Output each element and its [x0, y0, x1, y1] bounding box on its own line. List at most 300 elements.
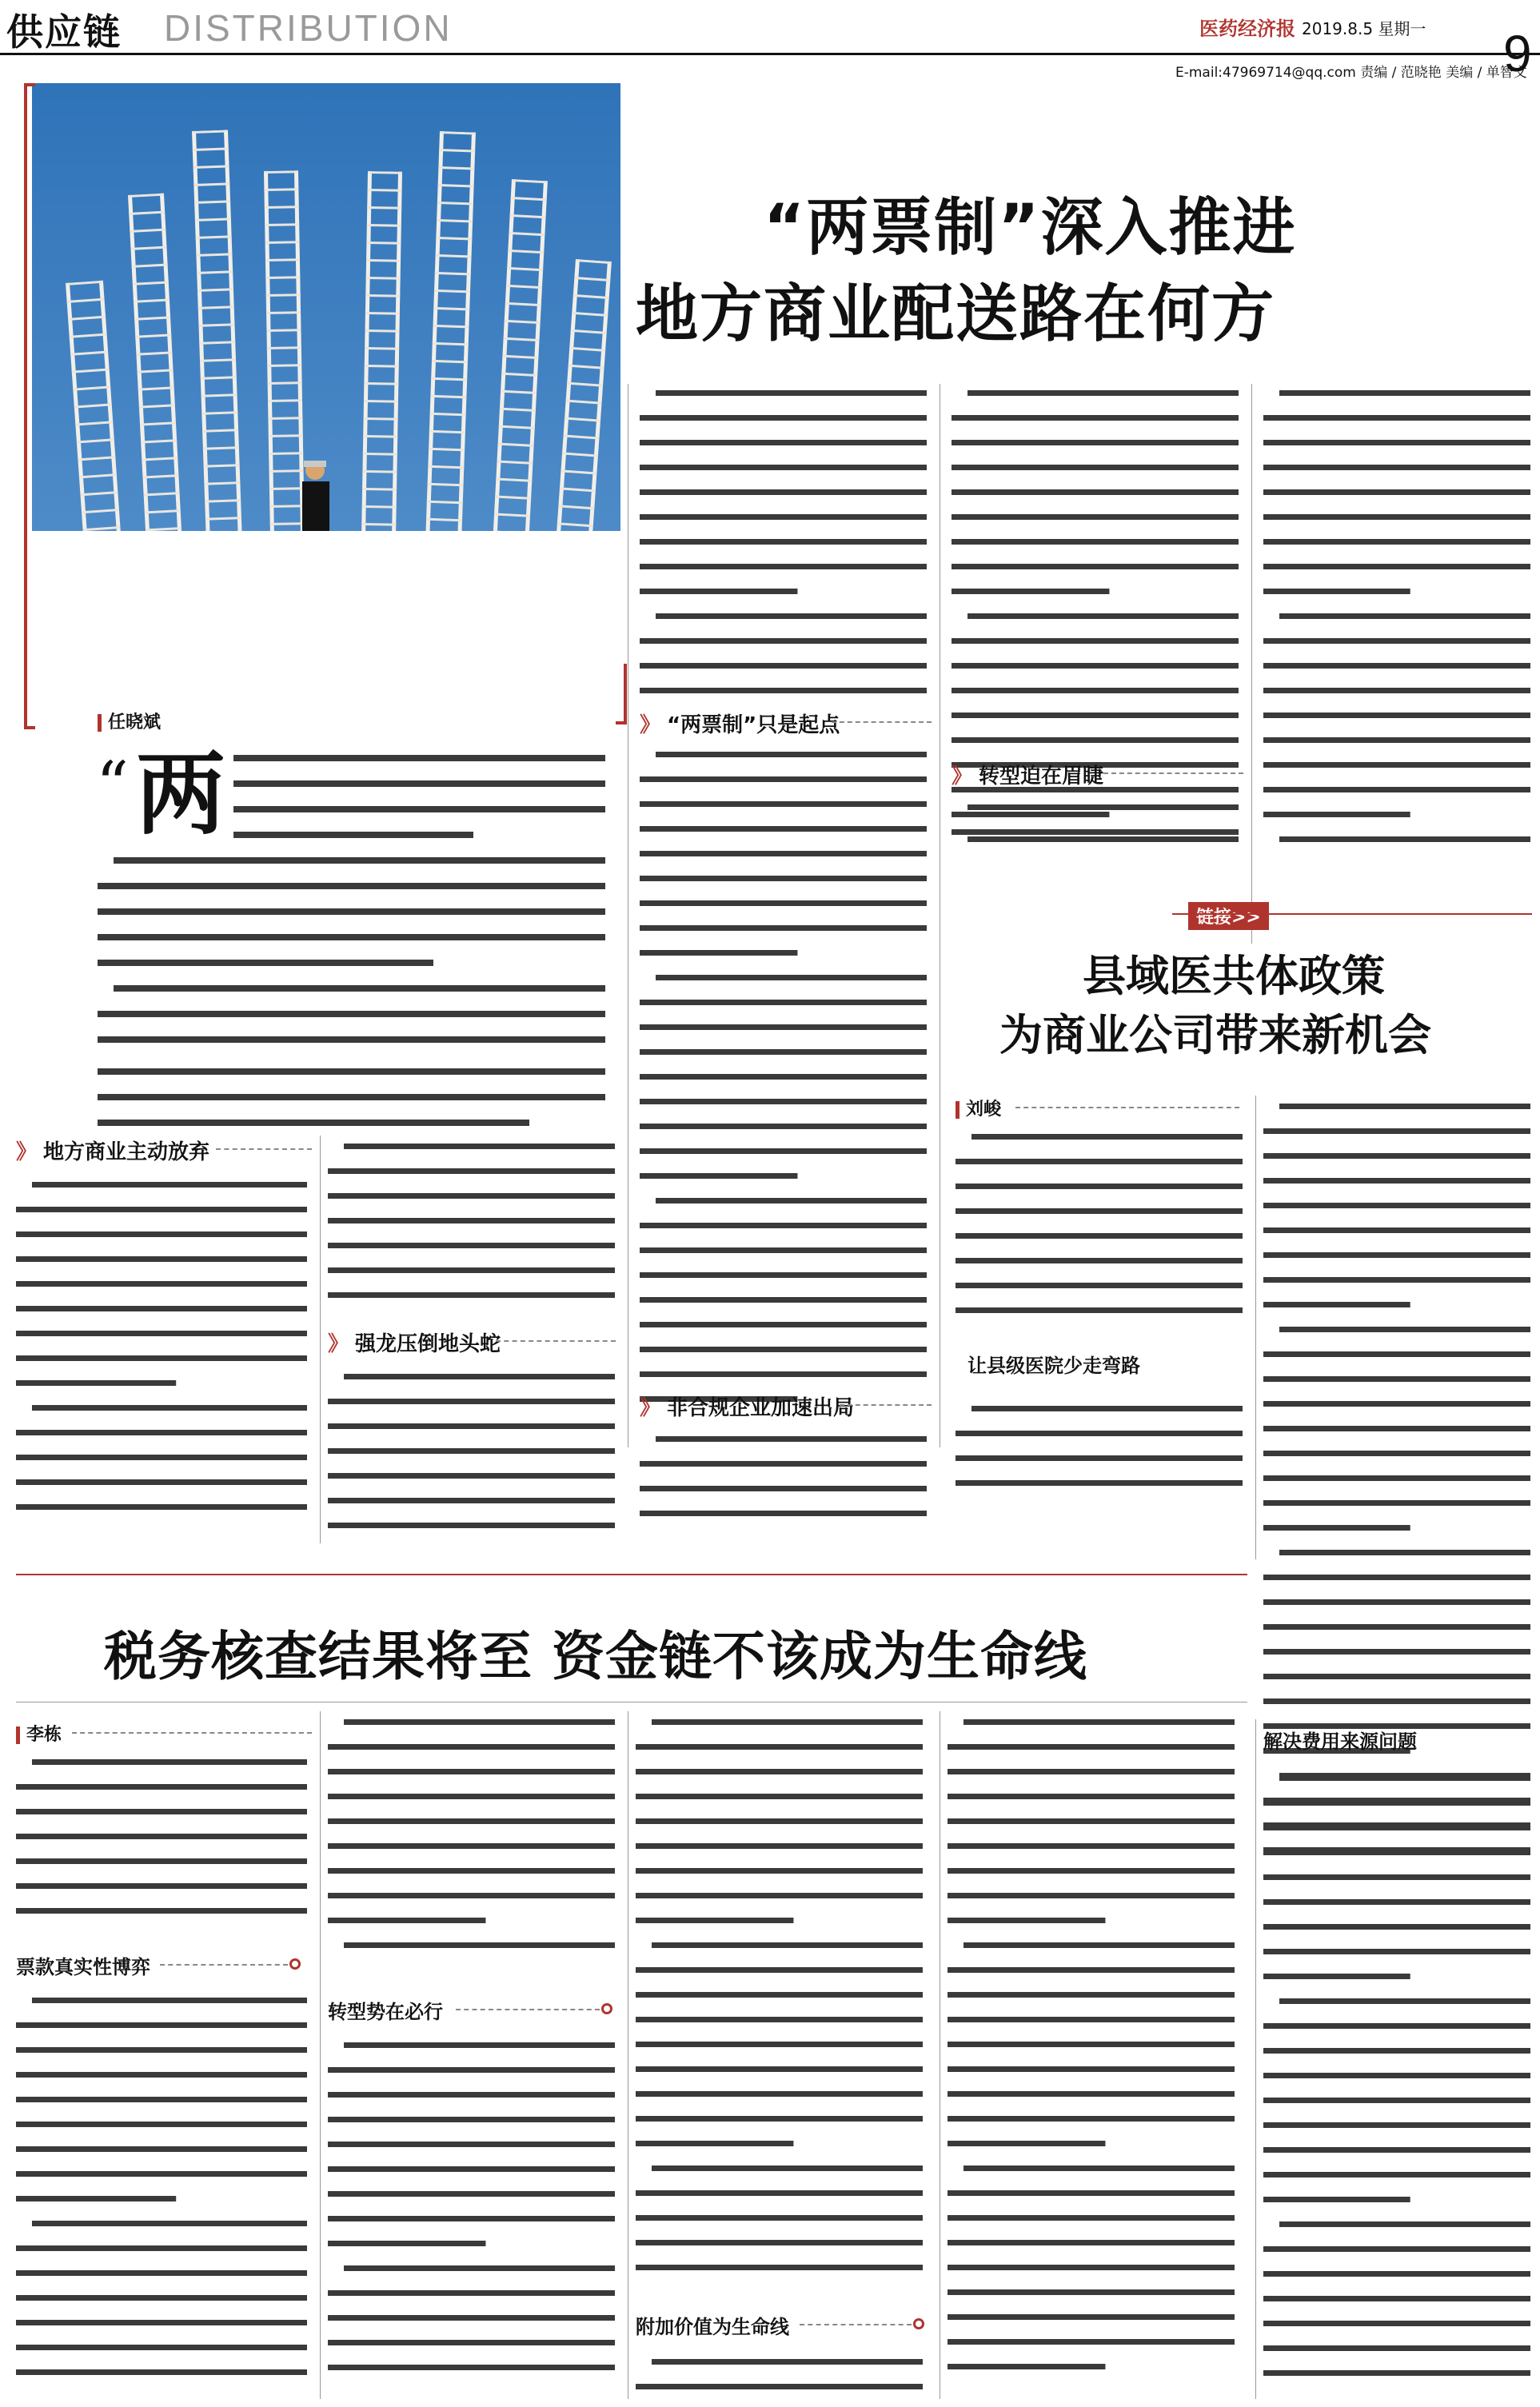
text-line: [1263, 1874, 1530, 1880]
text-line: [956, 1455, 1243, 1461]
article1-col-b-text: [328, 1136, 620, 1311]
text-line: [328, 1868, 615, 1874]
text-line: [1263, 1128, 1530, 1134]
text-line: [1263, 1277, 1530, 1283]
text-line: [640, 638, 927, 644]
article1-col2-text-lower: [640, 744, 932, 1415]
text-line: [328, 1168, 615, 1174]
article1-intro-text: [98, 744, 609, 1064]
text-line: [1263, 1227, 1530, 1233]
article2-col1-text: [956, 1126, 1247, 1334]
text-line: [16, 2369, 307, 2375]
text-line: [640, 801, 927, 807]
article2-subhead-1: 让县级医院少走弯路: [967, 1355, 1140, 1377]
text-line: [640, 950, 797, 956]
text-line: [640, 1486, 927, 1491]
text-line: [640, 465, 927, 470]
text-line: [952, 663, 1239, 669]
text-line: [344, 1374, 615, 1379]
text-line: [16, 1504, 307, 1510]
text-line: [640, 851, 927, 856]
text-line: [16, 1331, 307, 1336]
text-line: [1263, 589, 1410, 594]
text-line: [952, 489, 1239, 495]
text-line: [952, 415, 1239, 421]
text-line: [636, 2042, 923, 2047]
text-line: [640, 826, 927, 832]
text-line: [640, 1074, 927, 1080]
text-line: [1263, 762, 1530, 768]
text-line: [640, 514, 927, 520]
text-line: [328, 2241, 485, 2246]
text-line: [652, 1942, 923, 1948]
text-line: [952, 564, 1239, 569]
subhead-rule: [832, 721, 932, 723]
text-line: [636, 2141, 793, 2146]
text-line: [328, 1769, 615, 1774]
text-line: [956, 1307, 1243, 1313]
text-line: [16, 2345, 307, 2350]
text-line: [636, 2265, 923, 2270]
text-line: [967, 390, 1239, 396]
article2-title-line1: 县域医共体政策: [1083, 951, 1385, 1001]
author-bar: [98, 714, 102, 732]
article1-subhead-1: 》 地方商业主动放弃: [16, 1140, 210, 1164]
text-line: [956, 1159, 1243, 1164]
text-line: [640, 876, 927, 881]
text-line: [344, 1942, 615, 1948]
text-line: [328, 1744, 615, 1750]
text-line: [952, 539, 1239, 545]
column-rule: [320, 1136, 321, 1543]
text-line: [636, 1918, 793, 1923]
text-line: [640, 539, 927, 545]
text-line: [1263, 713, 1530, 718]
text-line: [1263, 1974, 1410, 1979]
text-line: [328, 1218, 615, 1223]
article1-col-b-text-lower: [328, 1366, 620, 1550]
article1-subhead-2: 》 强龙压倒地头蛇: [328, 1332, 501, 1356]
text-line: [948, 2364, 1105, 2369]
text-line: [1263, 1698, 1530, 1704]
text-line: [16, 1834, 307, 1839]
text-line: [963, 1719, 1235, 1725]
open-quote-mark: “: [96, 748, 129, 822]
subhead-rule: [800, 2324, 912, 2325]
text-line: [1263, 1825, 1530, 1830]
text-line: [32, 1759, 307, 1765]
text-line: [1263, 1376, 1530, 1382]
subhead-dot: [289, 1958, 301, 1970]
text-line: [16, 1281, 307, 1287]
article1-col3-text-lower: [952, 796, 1243, 860]
text-line: [640, 1461, 927, 1467]
text-line: [1263, 638, 1530, 644]
text-line: [948, 1992, 1235, 1998]
text-line: [16, 1207, 307, 1212]
text-line: [328, 2216, 615, 2221]
article2-author-name: 刘峻: [966, 1100, 1002, 1120]
text-line: [636, 1769, 923, 1774]
subhead-rule: [160, 1964, 288, 1966]
text-line: [948, 1893, 1235, 1898]
text-line: [948, 2091, 1235, 2097]
article3-col4-text: [948, 1711, 1239, 2399]
text-line: [1279, 1104, 1530, 1109]
text-line: [328, 1243, 615, 1248]
text-line: [952, 440, 1239, 445]
text-line: [328, 1523, 615, 1528]
text-line: [636, 2240, 923, 2245]
text-line: [328, 1267, 615, 1273]
article3-col2-text: [328, 1711, 620, 1975]
text-line: [328, 1193, 615, 1199]
text-line: [328, 1843, 615, 1849]
column-rule: [1255, 1096, 1256, 1559]
text-line: [1279, 1775, 1530, 1781]
text-line: [640, 925, 927, 931]
link-tag: 链接>>: [1188, 902, 1269, 930]
text-line: [1263, 1924, 1530, 1930]
text-line: [636, 1992, 923, 1998]
text-line: [640, 1297, 927, 1303]
text-line: [640, 440, 927, 445]
text-line: [640, 663, 927, 669]
subhead-rule: [216, 1148, 312, 1150]
text-line: [1263, 1475, 1530, 1481]
article2-col1-text-lower: [956, 1398, 1247, 1518]
text-line: [1263, 564, 1530, 569]
text-line: [1263, 539, 1530, 545]
article3-col3-text: [636, 1711, 928, 2303]
text-line: [16, 1809, 307, 1814]
text-line: [328, 2117, 615, 2122]
text-line: [1263, 465, 1530, 470]
text-line: [1279, 390, 1530, 396]
column-rule: [1251, 384, 1252, 944]
text-line: [952, 638, 1239, 644]
text-line: [328, 2340, 615, 2345]
text-line: [956, 1283, 1243, 1288]
article3-col2-text-lower: [328, 2034, 620, 2402]
text-line: [328, 1818, 615, 1824]
text-line: [328, 2365, 615, 2370]
text-line: [948, 2289, 1235, 2295]
text-line: [952, 589, 1109, 594]
text-line: [948, 1843, 1235, 1849]
text-line: [16, 2245, 307, 2251]
text-line: [328, 1498, 615, 1503]
text-line: [1263, 1800, 1530, 1806]
article1-drop-cap: 两: [136, 743, 225, 847]
text-line: [1263, 2023, 1530, 2029]
text-line: [1263, 415, 1530, 421]
text-line: [948, 1769, 1235, 1774]
text-line: [16, 1908, 307, 1914]
text-line: [636, 1843, 923, 1849]
text-line: [1263, 2246, 1530, 2252]
text-line: [16, 2072, 307, 2078]
text-line: [328, 1399, 615, 1404]
text-line: [948, 2116, 1235, 2122]
text-line: [952, 737, 1239, 743]
text-line: [640, 776, 927, 782]
text-line: [1263, 1178, 1530, 1184]
text-line: [948, 1918, 1105, 1923]
text-line: [636, 2116, 923, 2122]
text-line: [1263, 2345, 1530, 2351]
text-line: [328, 2142, 615, 2147]
text-line: [16, 1479, 307, 1485]
text-line: [1263, 1426, 1530, 1431]
column-rule: [1255, 1719, 1256, 2399]
text-line: [640, 1173, 797, 1179]
text-line: [344, 2042, 615, 2048]
text-line: [656, 390, 927, 396]
text-line: [636, 1818, 923, 1824]
editor-contact: E-mail:47969714@qq.com 责编 / 范晓艳 美编 / 单智文: [1175, 65, 1527, 81]
text-line: [1263, 1624, 1530, 1630]
author-bar: [956, 1101, 960, 1119]
article3-col1-text-lower: [16, 1990, 312, 2397]
article3-author-name: 李栋: [26, 1725, 62, 1745]
text-line: [640, 1049, 927, 1055]
text-line: [948, 1967, 1235, 1973]
text-line: [640, 900, 927, 906]
text-line: [640, 1347, 927, 1352]
text-line: [16, 1430, 307, 1435]
text-line: [16, 2047, 307, 2053]
text-line: [1263, 2197, 1410, 2202]
text-line: [956, 1233, 1243, 1239]
text-line: [948, 1744, 1235, 1750]
text-line: [956, 1480, 1243, 1486]
text-line: [16, 2270, 307, 2276]
text-line: [640, 1099, 927, 1104]
text-line: [952, 713, 1239, 718]
text-line: [636, 1893, 923, 1898]
newspaper-logo: 医药经济报: [1199, 18, 1295, 40]
article3-subhead-4: 解决费用来源问题: [1263, 1730, 1417, 1753]
text-line: [640, 1223, 927, 1228]
text-line: [16, 1858, 307, 1864]
column-rule: [320, 1711, 321, 2399]
text-line: [636, 1967, 923, 1973]
text-line: [640, 1024, 927, 1030]
text-line: [956, 1184, 1243, 1189]
text-line: [656, 1436, 927, 1442]
article2-title-line2: 为商业公司带来新机会: [999, 1010, 1431, 1060]
text-line: [640, 1247, 927, 1253]
article1-subhead-5: 》 转型迫在眉睫: [952, 764, 1104, 788]
text-line: [1263, 1302, 1410, 1307]
subhead-rule: [496, 1340, 616, 1342]
text-line: [956, 1208, 1243, 1214]
article1-subhead-4: 》 非合规企业加速出局: [640, 1396, 855, 1420]
text-line: [640, 1322, 927, 1327]
section-title-english: DISTRIBUTION: [164, 7, 453, 49]
article1-title-line2: 地方商业配送路在何方: [636, 278, 1276, 350]
text-line: [636, 2091, 923, 2097]
text-line: [948, 2240, 1235, 2245]
text-line: [1263, 1575, 1530, 1580]
text-line: [640, 688, 927, 693]
text-line: [328, 2290, 615, 2296]
issue-date: 2019.8.5 星期一: [1302, 19, 1426, 38]
article3-top-rule: [16, 1574, 1247, 1575]
text-line: [16, 2097, 307, 2102]
author-rule: [72, 1732, 312, 1734]
text-line: [636, 2190, 923, 2196]
text-line: [16, 1231, 307, 1237]
text-line: [16, 2122, 307, 2127]
article1-author-name: 任晓斌: [108, 713, 162, 732]
text-line: [32, 1182, 307, 1188]
text-line: [948, 2066, 1235, 2072]
text-line: [640, 1272, 927, 1278]
article1-col-a-text: [16, 1174, 312, 1542]
text-line: [656, 975, 927, 980]
text-line: [948, 2141, 1105, 2146]
text-line: [1263, 1252, 1530, 1258]
text-line: [640, 1371, 927, 1377]
text-line: [1263, 1500, 1530, 1506]
text-line: [32, 1405, 307, 1411]
article2-author: [956, 1096, 1001, 1120]
text-line: [636, 1794, 923, 1799]
text-line: [640, 1000, 927, 1005]
text-line: [1263, 2048, 1530, 2054]
text-line: [1263, 514, 1530, 520]
subhead-rule: [1103, 772, 1243, 774]
text-line: [1263, 1649, 1530, 1655]
text-line: [948, 1794, 1235, 1799]
article1-author: [98, 709, 161, 733]
text-line: [1263, 2073, 1530, 2078]
subhead-rule: [840, 1404, 932, 1406]
text-line: [328, 2067, 615, 2073]
article1-title-line1: “两票制”深入推进: [764, 192, 1297, 264]
text-line: [956, 1431, 1243, 1436]
text-line: [652, 2166, 923, 2171]
text-line: [967, 613, 1239, 619]
text-line: [1263, 812, 1410, 817]
text-line: [636, 2384, 923, 2389]
text-line: [963, 2166, 1235, 2171]
text-line: [328, 2166, 615, 2172]
text-line: [1263, 489, 1530, 495]
text-line: [1263, 2122, 1530, 2128]
text-line: [1263, 2172, 1530, 2177]
text-line: [344, 1719, 615, 1725]
text-line: [328, 2191, 615, 2197]
article3-col3-text-lower: [636, 2351, 928, 2407]
text-line: [1263, 2370, 1530, 2376]
text-line: [967, 804, 1239, 810]
intro-frame-right: [616, 664, 627, 724]
text-line: [328, 2315, 615, 2321]
text-line: [971, 1134, 1243, 1140]
subhead-dot: [601, 2003, 612, 2014]
text-line: [16, 2146, 307, 2152]
text-line: [16, 1306, 307, 1311]
article1-col4-text: [1263, 382, 1535, 854]
text-line: [640, 489, 927, 495]
text-line: [948, 2042, 1235, 2047]
text-line: [1263, 1599, 1530, 1605]
text-line: [1263, 2321, 1530, 2326]
text-line: [16, 2022, 307, 2028]
text-line: [16, 1355, 307, 1361]
text-line: [1263, 1153, 1530, 1159]
subhead-dot: [913, 2318, 924, 2329]
text-line: [1263, 1949, 1530, 1954]
text-line: [328, 1918, 485, 1923]
text-line: [956, 1258, 1243, 1263]
text-line: [1263, 688, 1530, 693]
text-line: [948, 2215, 1235, 2221]
text-line: [16, 1380, 176, 1386]
text-line: [963, 1942, 1235, 1948]
text-line: [640, 589, 797, 594]
text-line: [636, 1868, 923, 1874]
text-line: [328, 1893, 615, 1898]
text-line: [656, 613, 927, 619]
text-line: [16, 1256, 307, 1262]
text-line: [948, 2265, 1235, 2270]
text-line: [16, 1784, 307, 1790]
page-number: 9: [1503, 25, 1532, 82]
text-line: [16, 2171, 307, 2177]
article3-title: 税务核查结果将至 资金链不该成为生命线: [104, 1626, 1087, 1687]
intro-frame-left: [24, 83, 35, 729]
text-line: [640, 564, 927, 569]
text-line: [1279, 613, 1530, 619]
text-line: [636, 2215, 923, 2221]
article1-col2-text-end: [640, 1428, 932, 1548]
text-line: [636, 2017, 923, 2022]
text-line: [16, 2196, 176, 2201]
text-line: [32, 2221, 307, 2226]
text-line: [16, 2320, 307, 2325]
text-line: [344, 1144, 615, 1149]
text-line: [16, 1455, 307, 1460]
text-line: [1279, 1550, 1530, 1555]
text-line: [1263, 1850, 1530, 1855]
text-line: [952, 514, 1239, 520]
author-bar: [16, 1726, 20, 1744]
article1-col2-text: [640, 382, 932, 718]
author-rule: [1015, 1107, 1239, 1108]
text-line: [1263, 1674, 1530, 1679]
text-line: [1279, 1327, 1530, 1332]
text-line: [652, 2359, 923, 2365]
text-line: [1263, 737, 1530, 743]
text-line: [948, 2314, 1235, 2320]
text-line: [1263, 663, 1530, 669]
article3-col5-text: [1263, 1767, 1535, 2399]
article3-subhead-3: 附加价值为生命线: [636, 2316, 789, 2338]
text-line: [1279, 2221, 1530, 2227]
text-line: [636, 1744, 923, 1750]
text-line: [32, 1998, 307, 2003]
text-line: [948, 2339, 1235, 2345]
section-title: 供应链: [6, 10, 122, 54]
text-line: [656, 752, 927, 757]
text-line: [640, 1148, 927, 1154]
text-line: [328, 1448, 615, 1454]
text-line: [1263, 1351, 1530, 1357]
